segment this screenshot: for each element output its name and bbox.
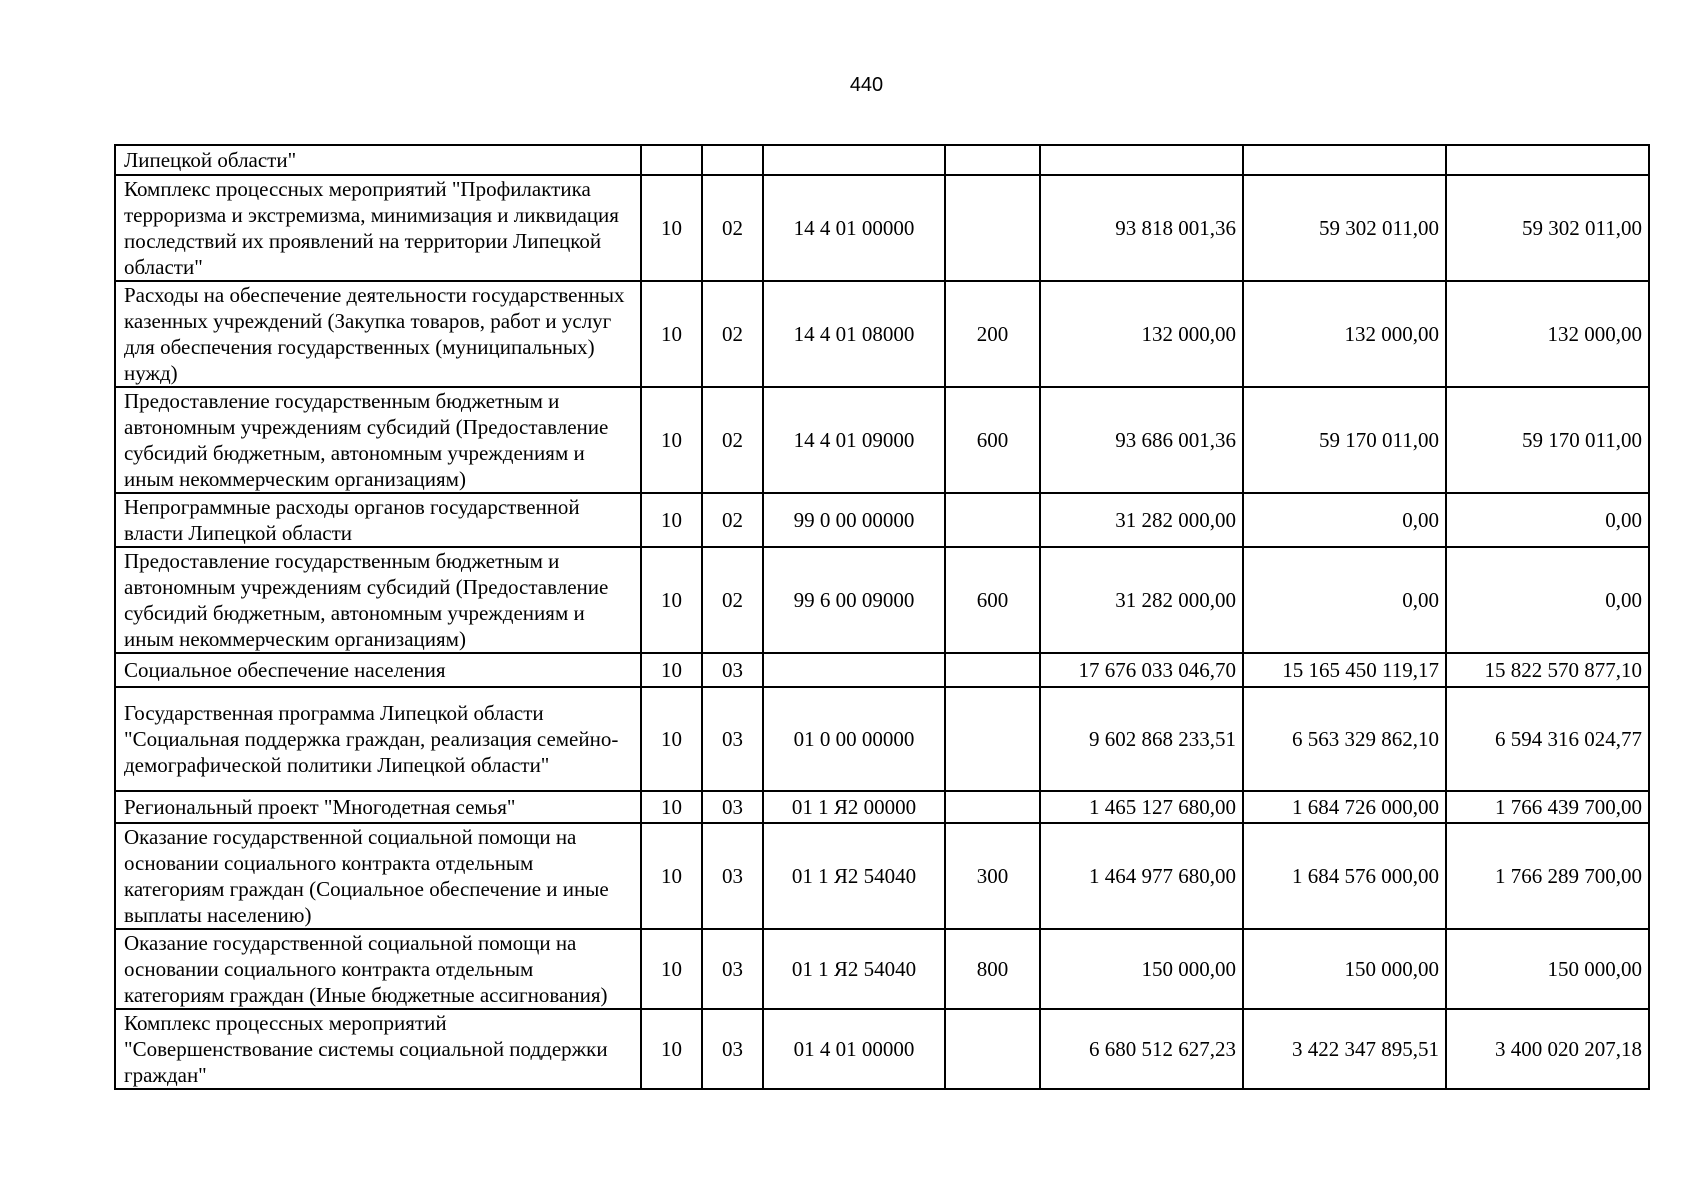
expense-type-code [945,493,1040,547]
table-row [115,653,1649,687]
target-article-code: 99 0 00 00000 [763,493,945,547]
table-row [115,145,1649,175]
subsection-code [702,145,763,175]
expense-type-code [945,653,1040,687]
amount-year-1: 17 676 033 046,70 [1040,653,1243,687]
table-row [115,687,1649,791]
subsection-code: 02 [702,175,763,281]
expense-type-code [945,145,1040,175]
row-name: Предоставление государственным бюджетным и автономным учреждениям субсидий (Предоставление субсидий бюджетным, автономным учреждениям и иным некоммерческим организациям) [115,547,641,653]
expense-type-code: 200 [945,281,1040,387]
row-name: Оказание государственной социальной помощи на основании социального контракта отдельным категориям граждан (Социальное обеспечение и иные выплаты населению) [115,823,641,929]
subsection-code: 03 [702,653,763,687]
amount-year-1: 93 818 001,36 [1040,175,1243,281]
amount-year-3 [1446,145,1649,175]
amount-year-1: 1 465 127 680,00 [1040,791,1243,823]
amount-year-2: 1 684 726 000,00 [1243,791,1446,823]
amount-year-3: 0,00 [1446,547,1649,653]
target-article-code: 14 4 01 00000 [763,175,945,281]
amount-year-2: 3 422 347 895,51 [1243,1009,1446,1089]
row-name: Комплекс процессных мероприятий "Совершенствование системы социальной поддержки граждан" [115,1009,641,1089]
target-article-code: 01 1 Я2 54040 [763,929,945,1009]
table-row [115,175,1649,281]
table-row [115,281,1649,387]
amount-year-1: 150 000,00 [1040,929,1243,1009]
table-row [115,547,1649,653]
amount-year-2: 0,00 [1243,547,1446,653]
subsection-code: 03 [702,929,763,1009]
subsection-code: 02 [702,493,763,547]
subsection-code: 03 [702,791,763,823]
row-name: Государственная программа Липецкой области "Социальная поддержка граждан, реализация семейно-демографической политики Липецкой области" [115,687,641,791]
table-row [115,791,1649,823]
expense-type-code [945,791,1040,823]
target-article-code [763,145,945,175]
section-code: 10 [641,687,702,791]
subsection-code: 02 [702,387,763,493]
expense-type-code: 300 [945,823,1040,929]
amount-year-2: 6 563 329 862,10 [1243,687,1446,791]
amount-year-3: 3 400 020 207,18 [1446,1009,1649,1089]
table-row [115,1009,1649,1089]
section-code: 10 [641,653,702,687]
subsection-code: 02 [702,281,763,387]
amount-year-3: 1 766 439 700,00 [1446,791,1649,823]
section-code: 10 [641,547,702,653]
table-row [115,387,1649,493]
section-code: 10 [641,493,702,547]
row-name: Комплекс процессных мероприятий "Профилактика терроризма и экстремизма, минимизация и ликвидация последствий их проявлений на территории Липецкой области" [115,175,641,281]
page-number: 440 [849,74,884,96]
table-row [115,929,1649,1009]
section-code: 10 [641,1009,702,1089]
amount-year-3: 59 302 011,00 [1446,175,1649,281]
section-code: 10 [641,387,702,493]
amount-year-2: 132 000,00 [1243,281,1446,387]
amount-year-3: 15 822 570 877,10 [1446,653,1649,687]
target-article-code: 01 1 Я2 54040 [763,823,945,929]
target-article-code [763,653,945,687]
section-code: 10 [641,929,702,1009]
amount-year-1 [1040,145,1243,175]
amount-year-1: 6 680 512 627,23 [1040,1009,1243,1089]
amount-year-3: 59 170 011,00 [1446,387,1649,493]
amount-year-2 [1243,145,1446,175]
target-article-code: 01 1 Я2 00000 [763,791,945,823]
section-code: 10 [641,791,702,823]
table-row [115,823,1649,929]
expense-type-code [945,1009,1040,1089]
target-article-code: 01 0 00 00000 [763,687,945,791]
section-code [641,145,702,175]
amount-year-3: 1 766 289 700,00 [1446,823,1649,929]
target-article-code: 99 6 00 09000 [763,547,945,653]
amount-year-3: 132 000,00 [1446,281,1649,387]
amount-year-1: 31 282 000,00 [1040,493,1243,547]
subsection-code: 03 [702,687,763,791]
subsection-code: 03 [702,823,763,929]
expense-type-code: 600 [945,387,1040,493]
amount-year-2: 15 165 450 119,17 [1243,653,1446,687]
row-name: Предоставление государственным бюджетным и автономным учреждениям субсидий (Предоставление субсидий бюджетным, автономным учреждениям и иным некоммерческим организациям) [115,387,641,493]
amount-year-1: 31 282 000,00 [1040,547,1243,653]
amount-year-1: 93 686 001,36 [1040,387,1243,493]
expense-type-code: 600 [945,547,1040,653]
row-name: Расходы на обеспечение деятельности государственных казенных учреждений (Закупка товаров, работ и услуг для обеспечения государственных (муниципальных) нужд) [115,281,641,387]
amount-year-3: 6 594 316 024,77 [1446,687,1649,791]
amount-year-2: 150 000,00 [1243,929,1446,1009]
target-article-code: 14 4 01 08000 [763,281,945,387]
target-article-code: 14 4 01 09000 [763,387,945,493]
amount-year-3: 150 000,00 [1446,929,1649,1009]
amount-year-2: 1 684 576 000,00 [1243,823,1446,929]
expense-type-code: 800 [945,929,1040,1009]
amount-year-2: 59 302 011,00 [1243,175,1446,281]
expense-type-code [945,175,1040,281]
expense-type-code [945,687,1040,791]
amount-year-1: 132 000,00 [1040,281,1243,387]
row-name: Социальное обеспечение населения [115,653,641,687]
target-article-code: 01 4 01 00000 [763,1009,945,1089]
subsection-code: 03 [702,1009,763,1089]
amount-year-2: 59 170 011,00 [1243,387,1446,493]
amount-year-2: 0,00 [1243,493,1446,547]
section-code: 10 [641,281,702,387]
subsection-code: 02 [702,547,763,653]
amount-year-1: 9 602 868 233,51 [1040,687,1243,791]
row-name: Непрограммные расходы органов государственной власти Липецкой области [115,493,641,547]
section-code: 10 [641,823,702,929]
row-name: Оказание государственной социальной помощи на основании социального контракта отдельным категориям граждан (Иные бюджетные ассигнования) [115,929,641,1009]
amount-year-3: 0,00 [1446,493,1649,547]
row-name: Региональный проект "Многодетная семья" [115,791,641,823]
amount-year-1: 1 464 977 680,00 [1040,823,1243,929]
section-code: 10 [641,175,702,281]
budget-table [114,144,1650,1090]
row-name: Липецкой области" [115,145,641,175]
table-row [115,493,1649,547]
